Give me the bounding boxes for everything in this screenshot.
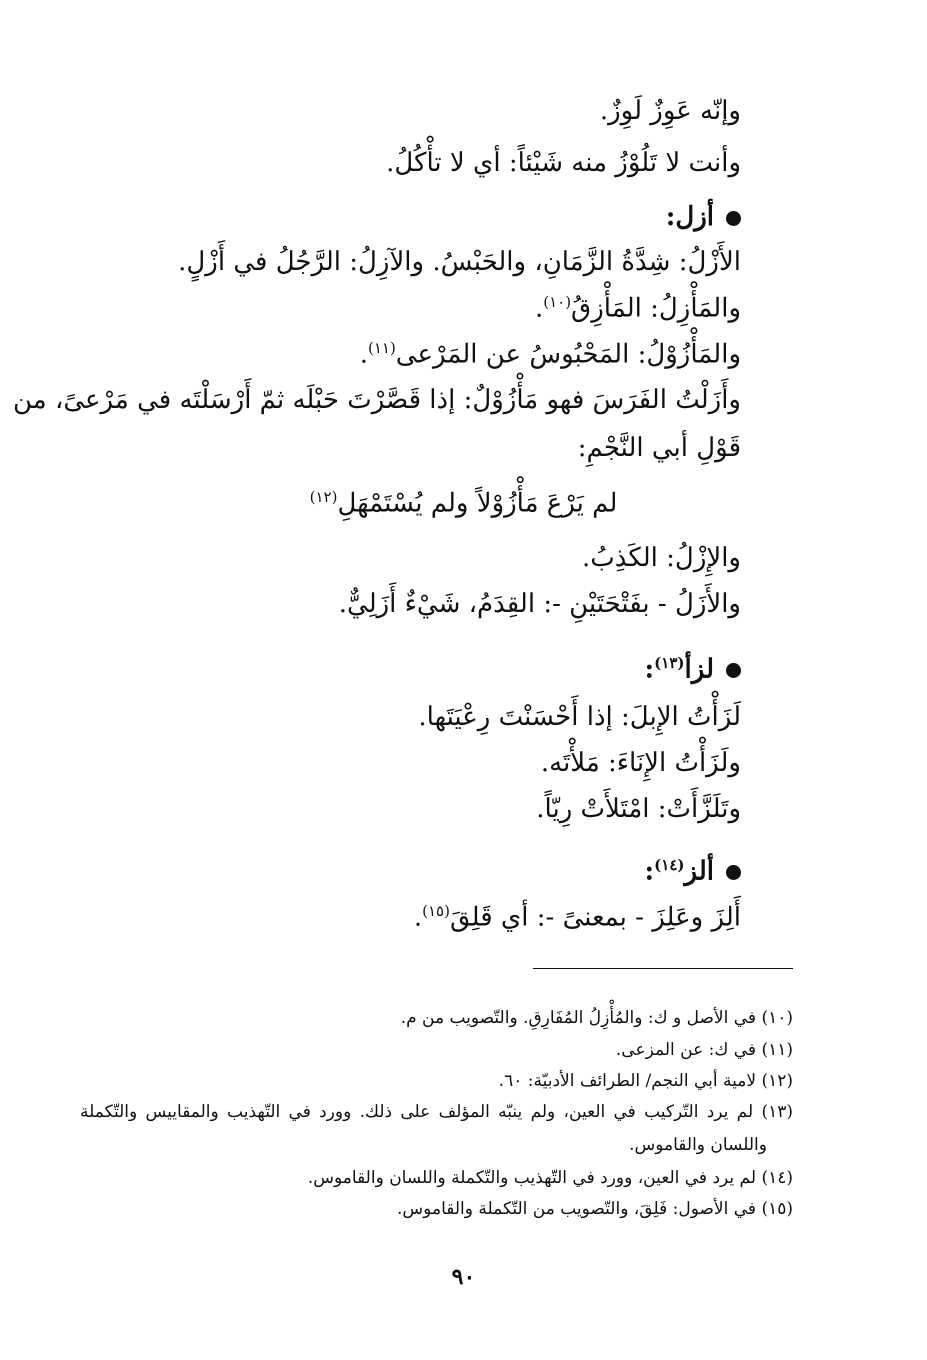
footnote-13-continued: واللسان والقاموس. bbox=[629, 1135, 767, 1155]
text-line-5 bbox=[360, 339, 741, 371]
text-line-8: والإِزْلُ: الكَذِبُ. bbox=[582, 543, 741, 573]
full-stop: . bbox=[413, 902, 423, 933]
heading-colon: : bbox=[644, 654, 655, 685]
footnote-mark-14: (١٤) bbox=[654, 856, 685, 874]
footnote-mark-15: (١٥) bbox=[422, 902, 450, 920]
text-line-1: وإنّه عَوِزٌ لَوِزٌ. bbox=[599, 96, 741, 126]
page-number: ٩٠ bbox=[451, 1264, 476, 1290]
text-line-11: ولَزَأْتُ الإِنَاءَ: مَلأْتَه. bbox=[540, 748, 741, 778]
text-line-13 bbox=[414, 902, 741, 934]
full-stop: . bbox=[359, 339, 368, 370]
entry-heading-azl bbox=[666, 202, 741, 233]
footnote-10: (١٠) في الأصل و ك: والمُأْزِلُ المُفَارِقِ. والتّصويب من م. bbox=[400, 1008, 793, 1028]
text-line-4-body: والمَأْزِلُ: المَأْزِقُ bbox=[571, 293, 741, 324]
text-line-13-body: أَلِزَ وعَلِزَ - بمعنىً -: أي قَلِقَ bbox=[449, 902, 741, 933]
footnote-15: (١٥) في الأصول: فَلِقَ، والتّصويب من التّكملة والقاموس. bbox=[397, 1199, 793, 1219]
footnote-12: (١٢) لامية أبي النجم/ الطرائف الأدبيّة: ٦٠. bbox=[498, 1071, 793, 1091]
text-line-2: وأنت لا تَلُوْزُ منه شَيْئاً: أي لا تأْكُلُ. bbox=[386, 148, 741, 178]
text-line-9: والأَزَلُ - بفَتْحَتَيْنِ -: القِدَمُ، شَيْءٌ أَزَلِيٌّ. bbox=[338, 589, 741, 619]
full-stop: . bbox=[534, 293, 544, 324]
entry-heading-laza bbox=[645, 654, 741, 686]
footnote-mark-11: (١١) bbox=[367, 339, 396, 357]
poetry-verse bbox=[0, 488, 927, 520]
footnote-mark-10: (١٠) bbox=[543, 293, 572, 311]
bullet-icon bbox=[726, 865, 741, 880]
text-line-7: قَوْلِ أبي النَّجْمِ: bbox=[577, 433, 741, 463]
text-line-5-body: والمَأْزُوْلُ: المَحْبُوسُ عن المَرْعى bbox=[395, 339, 741, 370]
footnote-divider bbox=[533, 968, 793, 969]
footnote-13: (١٣) لم يرد التّركيب في العين، ولم ينبّه المؤلف على ذلك. وورد في التّهذيب والمقاييس والتّكملة bbox=[80, 1102, 793, 1122]
heading-colon: : bbox=[644, 856, 655, 887]
poetry-verse-text: لم يَرْعَ مَأْزُوْلاً ولم يُسْتَمْهَلِ bbox=[337, 488, 618, 519]
entry-heading-alaz bbox=[645, 856, 741, 888]
text-line-3: الأَزْلُ: شِدَّةُ الزَّمَانِ، والحَبْسُ. والآزِلُ: الرَّجُلُ في أَزْلٍ. bbox=[178, 247, 741, 277]
bullet-icon bbox=[726, 663, 741, 678]
entry-heading-alaz-label: ألز bbox=[684, 856, 714, 887]
entry-heading-azl-label: أزل: bbox=[665, 202, 714, 232]
text-line-4 bbox=[535, 293, 741, 325]
footnote-11: (١١) في ك: عن المزعى. bbox=[615, 1040, 793, 1060]
entry-heading-laza-label: لزأ bbox=[684, 654, 714, 685]
footnote-mark-13: (١٣) bbox=[654, 654, 685, 672]
text-line-10: لَزَأْتُ الإِبلَ: إذا أَحْسَنْتَ رِعْيَتَها. bbox=[418, 702, 741, 732]
bullet-icon bbox=[726, 211, 741, 226]
footnote-14: (١٤) لم يرد في العين، وورد في التّهذيب والتّكملة واللسان والقاموس. bbox=[307, 1168, 793, 1188]
footnote-mark-12: (١٢) bbox=[309, 488, 338, 506]
text-line-12: وتَلَزَّأَتْ: امْتَلأَتْ رِيّاً. bbox=[536, 794, 741, 824]
text-line-6: وأَزَلْتُ الفَرَسَ فهو مَأْزُوْلٌ: إذا قَصَّرْتَ حَبْلَه ثمّ أَرْسَلْتَه في مَرْعىً، من bbox=[13, 385, 741, 415]
